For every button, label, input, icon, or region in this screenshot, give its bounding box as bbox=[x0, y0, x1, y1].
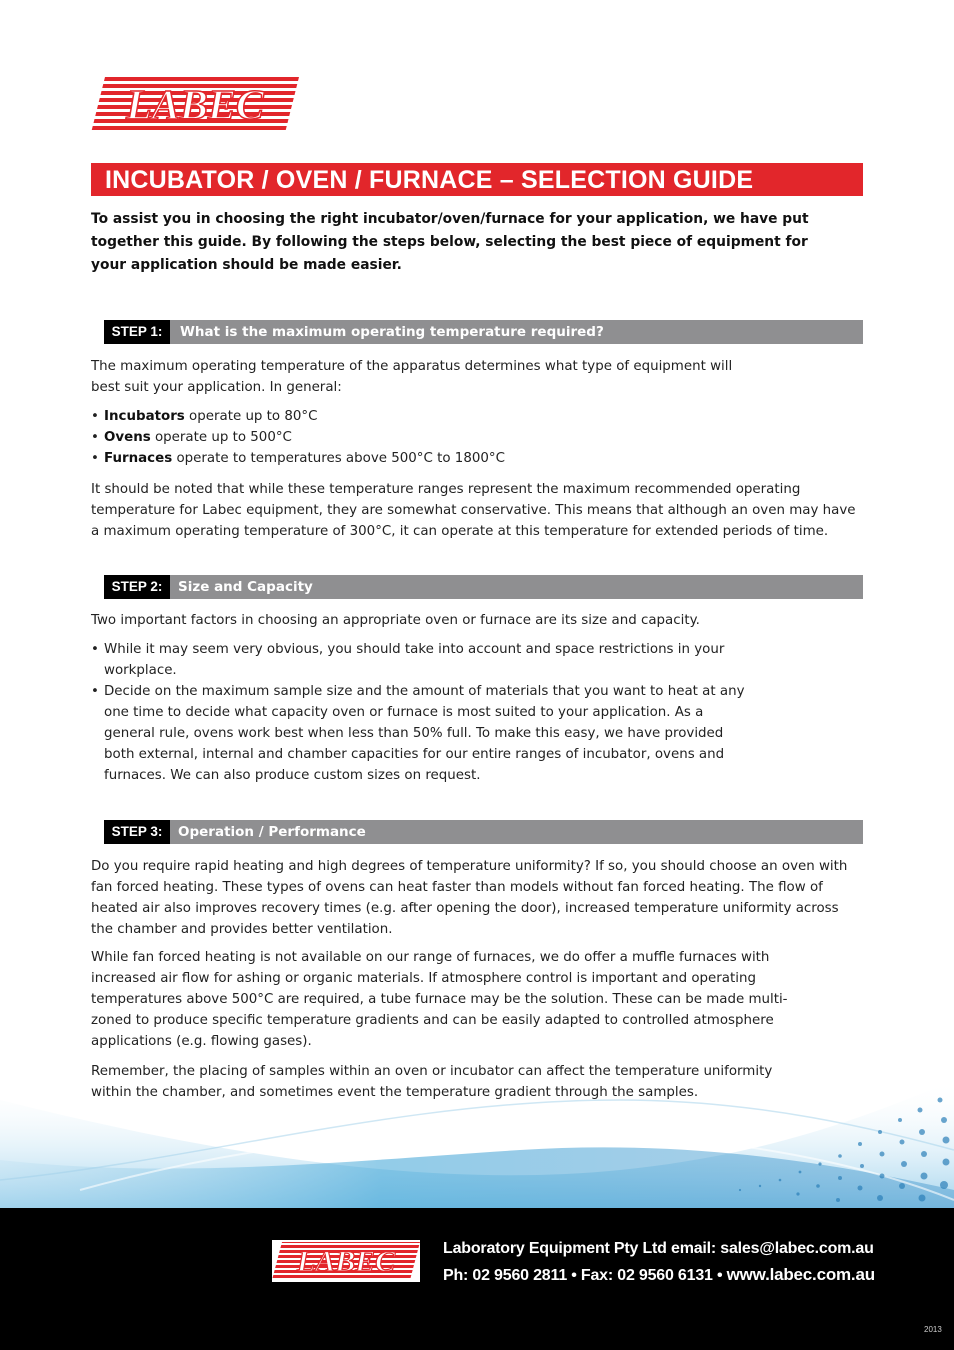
footer-website-link[interactable]: www.labec.com.au bbox=[726, 1265, 875, 1284]
list-item: • Incubators operate up to 80°C bbox=[91, 406, 771, 427]
step-3-label: Operation / Performance bbox=[178, 824, 366, 840]
step-3-badge: STEP 3: bbox=[104, 820, 170, 844]
footer-labec-logo bbox=[272, 1240, 420, 1282]
svg-text:LABEC: LABEC bbox=[126, 83, 264, 129]
step-3-paragraph-3: Remember, the placing of samples within an oven or incubator can affect the temperature uniformity within the chamber, and sometimes event the temperature gradient through the samples. bbox=[91, 1064, 773, 1100]
footer-contact-line-1: Laboratory Equipment Pty Ltd email: sales@labec.com.au bbox=[443, 1240, 874, 1257]
labec-logo bbox=[91, 77, 299, 133]
step-3-paragraph-1: Do you require rapid heating and high degrees of temperature uniformity? If so, you should choose an oven with fan forced heating. These types of ovens can heat faster than models without fan forced heating. The flow of heated air also improves recovery times (e.g. after opening the door), increased temperature uniformity across the chamber and provides better ventilation. bbox=[91, 859, 848, 937]
step-2-badge: STEP 2: bbox=[104, 575, 170, 599]
step-2-paragraph-1: Two important factors in choosing an appropriate oven or furnace are its size and capacity. bbox=[91, 613, 700, 628]
decorative-wave-graphic bbox=[0, 1040, 954, 1210]
step-3-header bbox=[104, 820, 863, 844]
step-2-header bbox=[104, 575, 863, 599]
year-label: 2013 bbox=[924, 1325, 942, 1334]
temperature-list bbox=[91, 406, 771, 469]
step-1-badge: STEP 1: bbox=[104, 320, 170, 344]
step-1-paragraph-1: The maximum operating temperature of the apparatus determines what type of equipment will best suit your application. In general: bbox=[91, 359, 733, 395]
intro-paragraph: To assist you in choosing the right incubator/oven/furnace for your application, we have put together this guide. By following the steps below, selecting the best piece of equipment for your application should be made easier. bbox=[91, 211, 809, 273]
step-2-label: Size and Capacity bbox=[178, 579, 313, 595]
step-1-header bbox=[104, 320, 863, 344]
step-3-paragraph-2: While fan forced heating is not available on our range of furnaces, we do offer a muffle furnaces with increased air flow for ashing or organic materials. If atmosphere control is important and operating temperatures above 500°C are required, a tube furnace may be the solution. These can be made multi-zoned to produce specific temperature gradients and can be easily adapted to controlled atmosphere applications (e.g. flowing gases). bbox=[91, 950, 788, 1049]
list-item: • Decide on the maximum sample size and the amount of materials that you want to heat at any one time to decide what capacity oven or furnace is most suited to your application. As a general rule, ovens work best when less than 50% full. To make this easy, we have provided both external, internal and chamber capacities for our entire ranges of incubator, ovens and furnaces. We can also produce custom sizes on request. bbox=[91, 681, 756, 786]
list-item: • While it may seem very obvious, you should take into account and space restrictions in your workplace. bbox=[91, 639, 756, 681]
step-1-paragraph-2: It should be noted that while these temperature ranges represent the maximum recommended operating temperature for Labec equipment, they are somewhat conservative. This means that although an oven may have a maximum operating temperature of 300°C, it can operate at this temperature for extended periods of time. bbox=[91, 482, 856, 539]
page-title: INCUBATOR / OVEN / FURNACE – SELECTION GUIDE bbox=[105, 166, 754, 194]
step-1-label: What is the maximum operating temperature required? bbox=[180, 324, 604, 340]
footer-phone-fax: Ph: 02 9560 2811 • Fax: 02 9560 6131 • bbox=[443, 1267, 727, 1284]
footer-contact-line-2 bbox=[443, 1265, 875, 1285]
title-bar bbox=[91, 163, 863, 196]
svg-text:LABEC: LABEC bbox=[296, 1245, 396, 1278]
list-item: • Furnaces operate to temperatures above 500°C to 1800°C bbox=[91, 448, 771, 469]
list-item: • Ovens operate up to 500°C bbox=[91, 427, 771, 448]
size-capacity-list bbox=[91, 639, 756, 786]
